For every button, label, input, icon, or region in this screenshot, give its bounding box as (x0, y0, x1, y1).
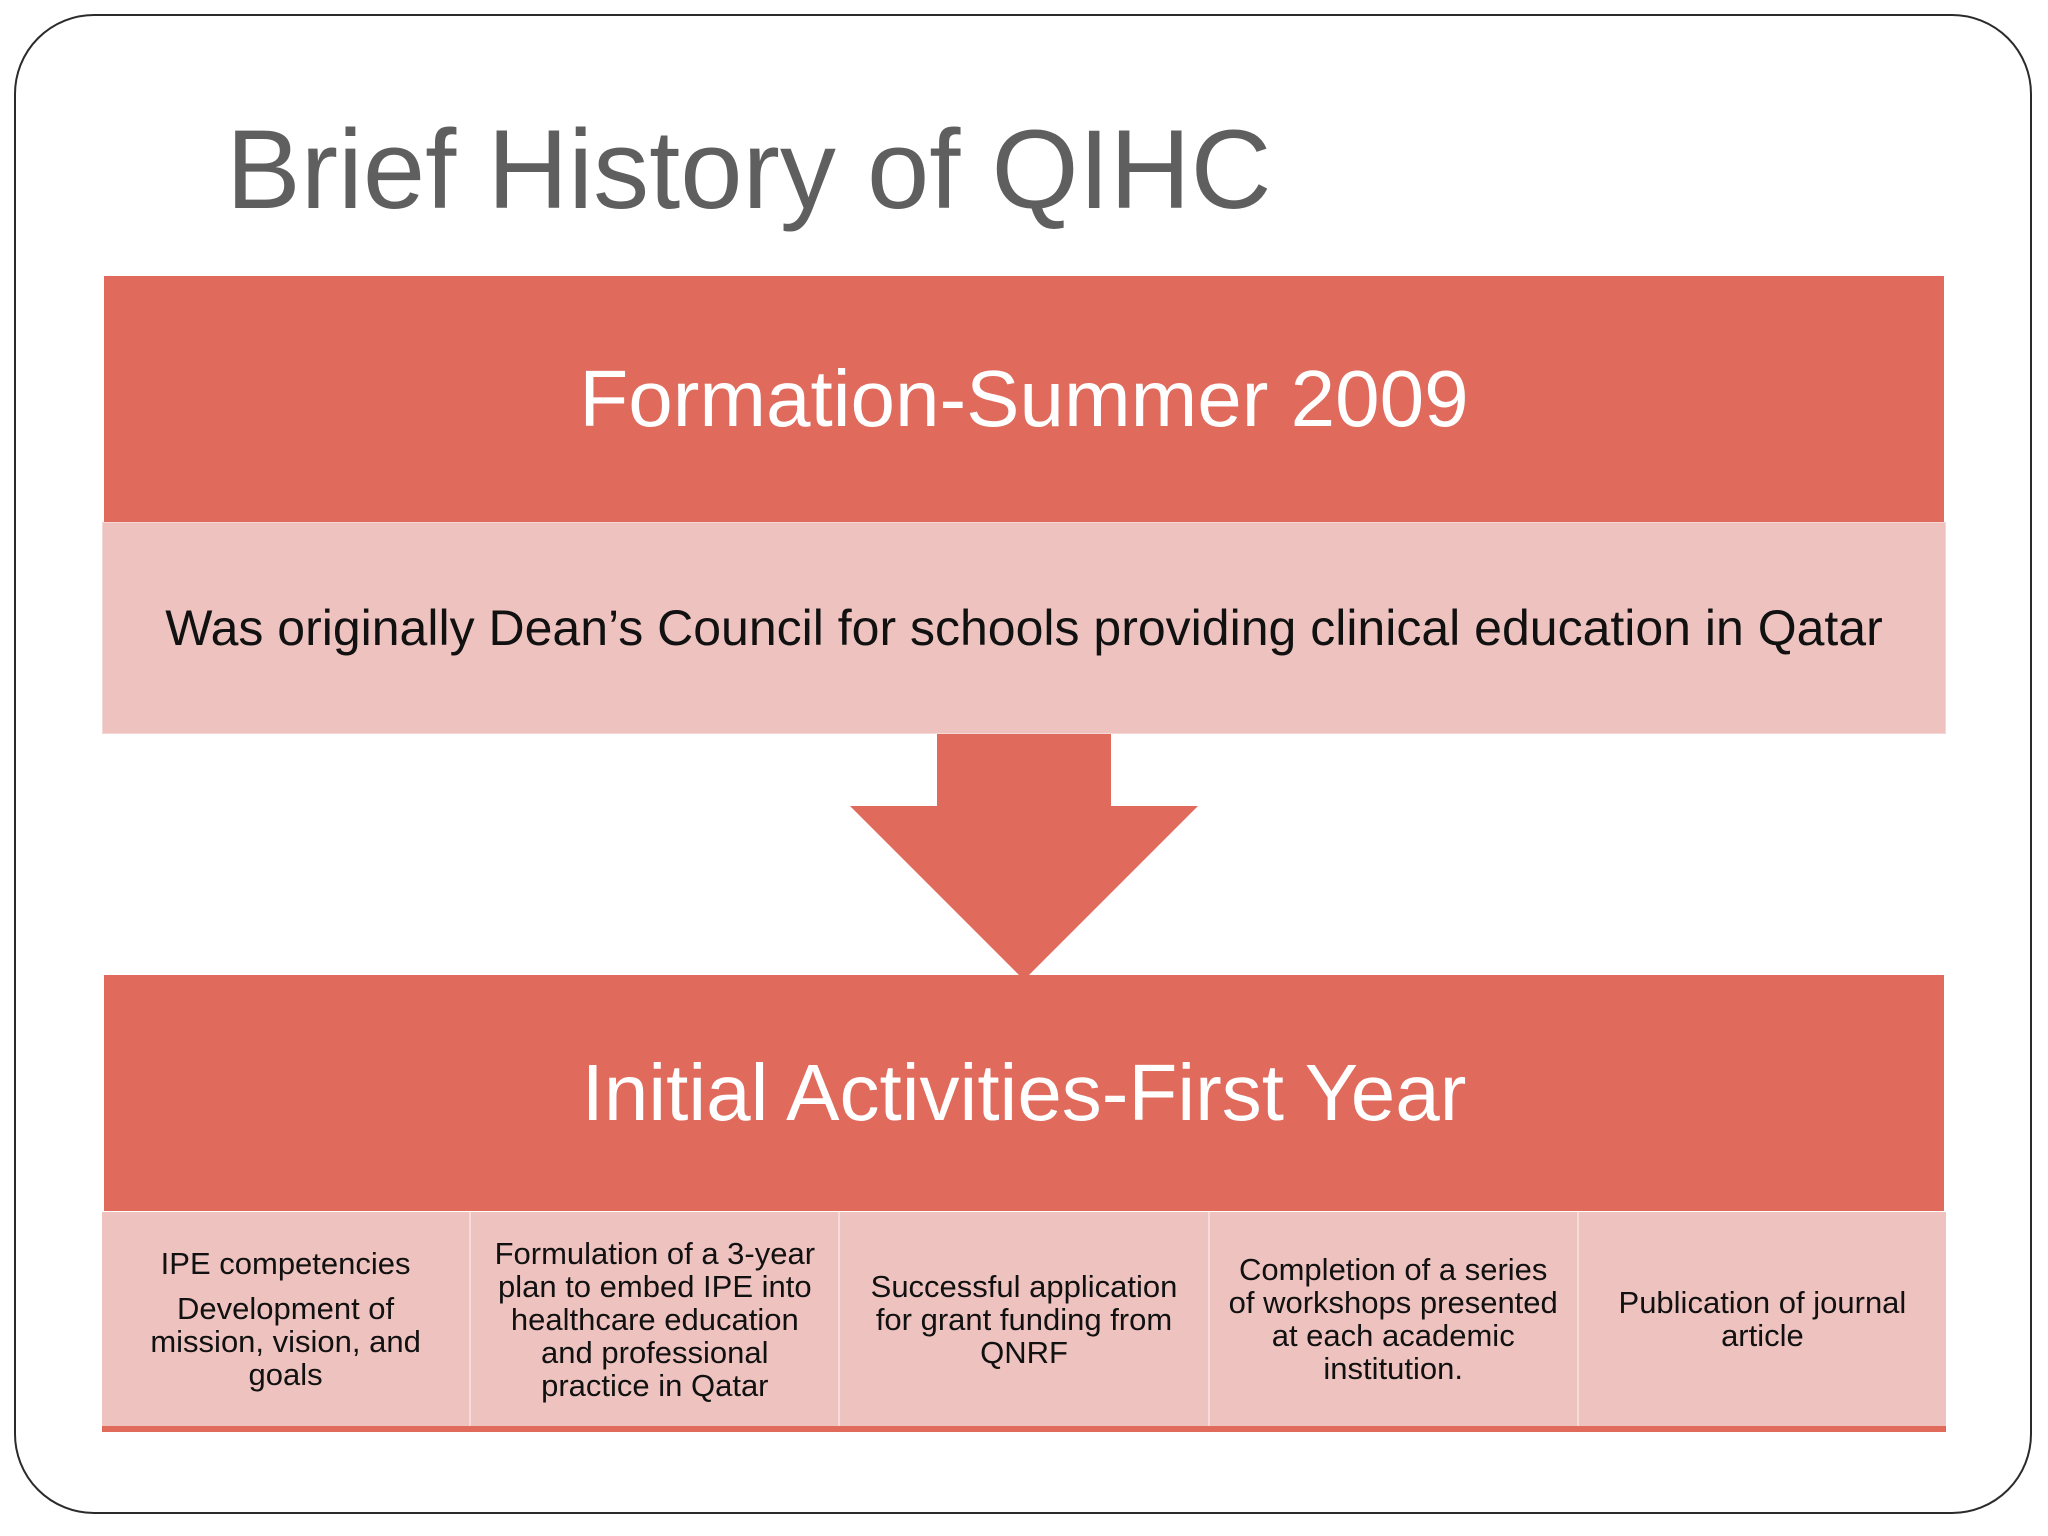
initial-activities-heading: Initial Activities-First Year (581, 1048, 1467, 1137)
activity-line: goals (248, 1357, 323, 1392)
activity-cell-ipe-competencies (102, 1212, 471, 1426)
activity-cell-three-year-plan (471, 1212, 840, 1426)
activity-line: Publication of journal (1618, 1285, 1907, 1320)
activity-line: institution. (1323, 1351, 1463, 1386)
formation-header-box (104, 276, 1944, 522)
activity-line: Successful application (870, 1268, 1178, 1304)
activity-line: article (1721, 1318, 1804, 1353)
activity-line: for grant funding from (875, 1301, 1173, 1337)
activity-line: Formulation of a 3-year (494, 1235, 816, 1271)
activity-line: at each academic (1271, 1318, 1515, 1353)
activity-line: mission, vision, and (150, 1324, 421, 1359)
activity-line: healthcare education (510, 1301, 799, 1337)
activity-line: plan to embed IPE into (497, 1268, 812, 1304)
activity-line: and professional (541, 1334, 769, 1370)
activity-line: IPE competencies (160, 1246, 411, 1281)
slide-title: Brief History of QIHC (226, 107, 1272, 232)
formation-detail-box (102, 522, 1946, 734)
activity-line: of workshops presented (1228, 1285, 1558, 1320)
formation-detail-text: Was originally Dean’s Council for schools providing clinical education in Qatar (165, 600, 1883, 656)
activity-cell-grant-funding (840, 1212, 1209, 1426)
activity-line: QNRF (980, 1334, 1068, 1370)
down-arrow-icon (850, 734, 1198, 980)
activity-line: Development of (177, 1291, 395, 1326)
activity-line: practice in Qatar (541, 1367, 769, 1403)
formation-heading: Formation-Summer 2009 (579, 354, 1469, 443)
activity-line: Completion of a series (1238, 1252, 1548, 1287)
activities-row (102, 1212, 1946, 1432)
activity-cell-workshops (1210, 1212, 1579, 1426)
activity-cell-journal-article (1579, 1212, 1946, 1426)
initial-activities-header-box (104, 975, 1944, 1211)
